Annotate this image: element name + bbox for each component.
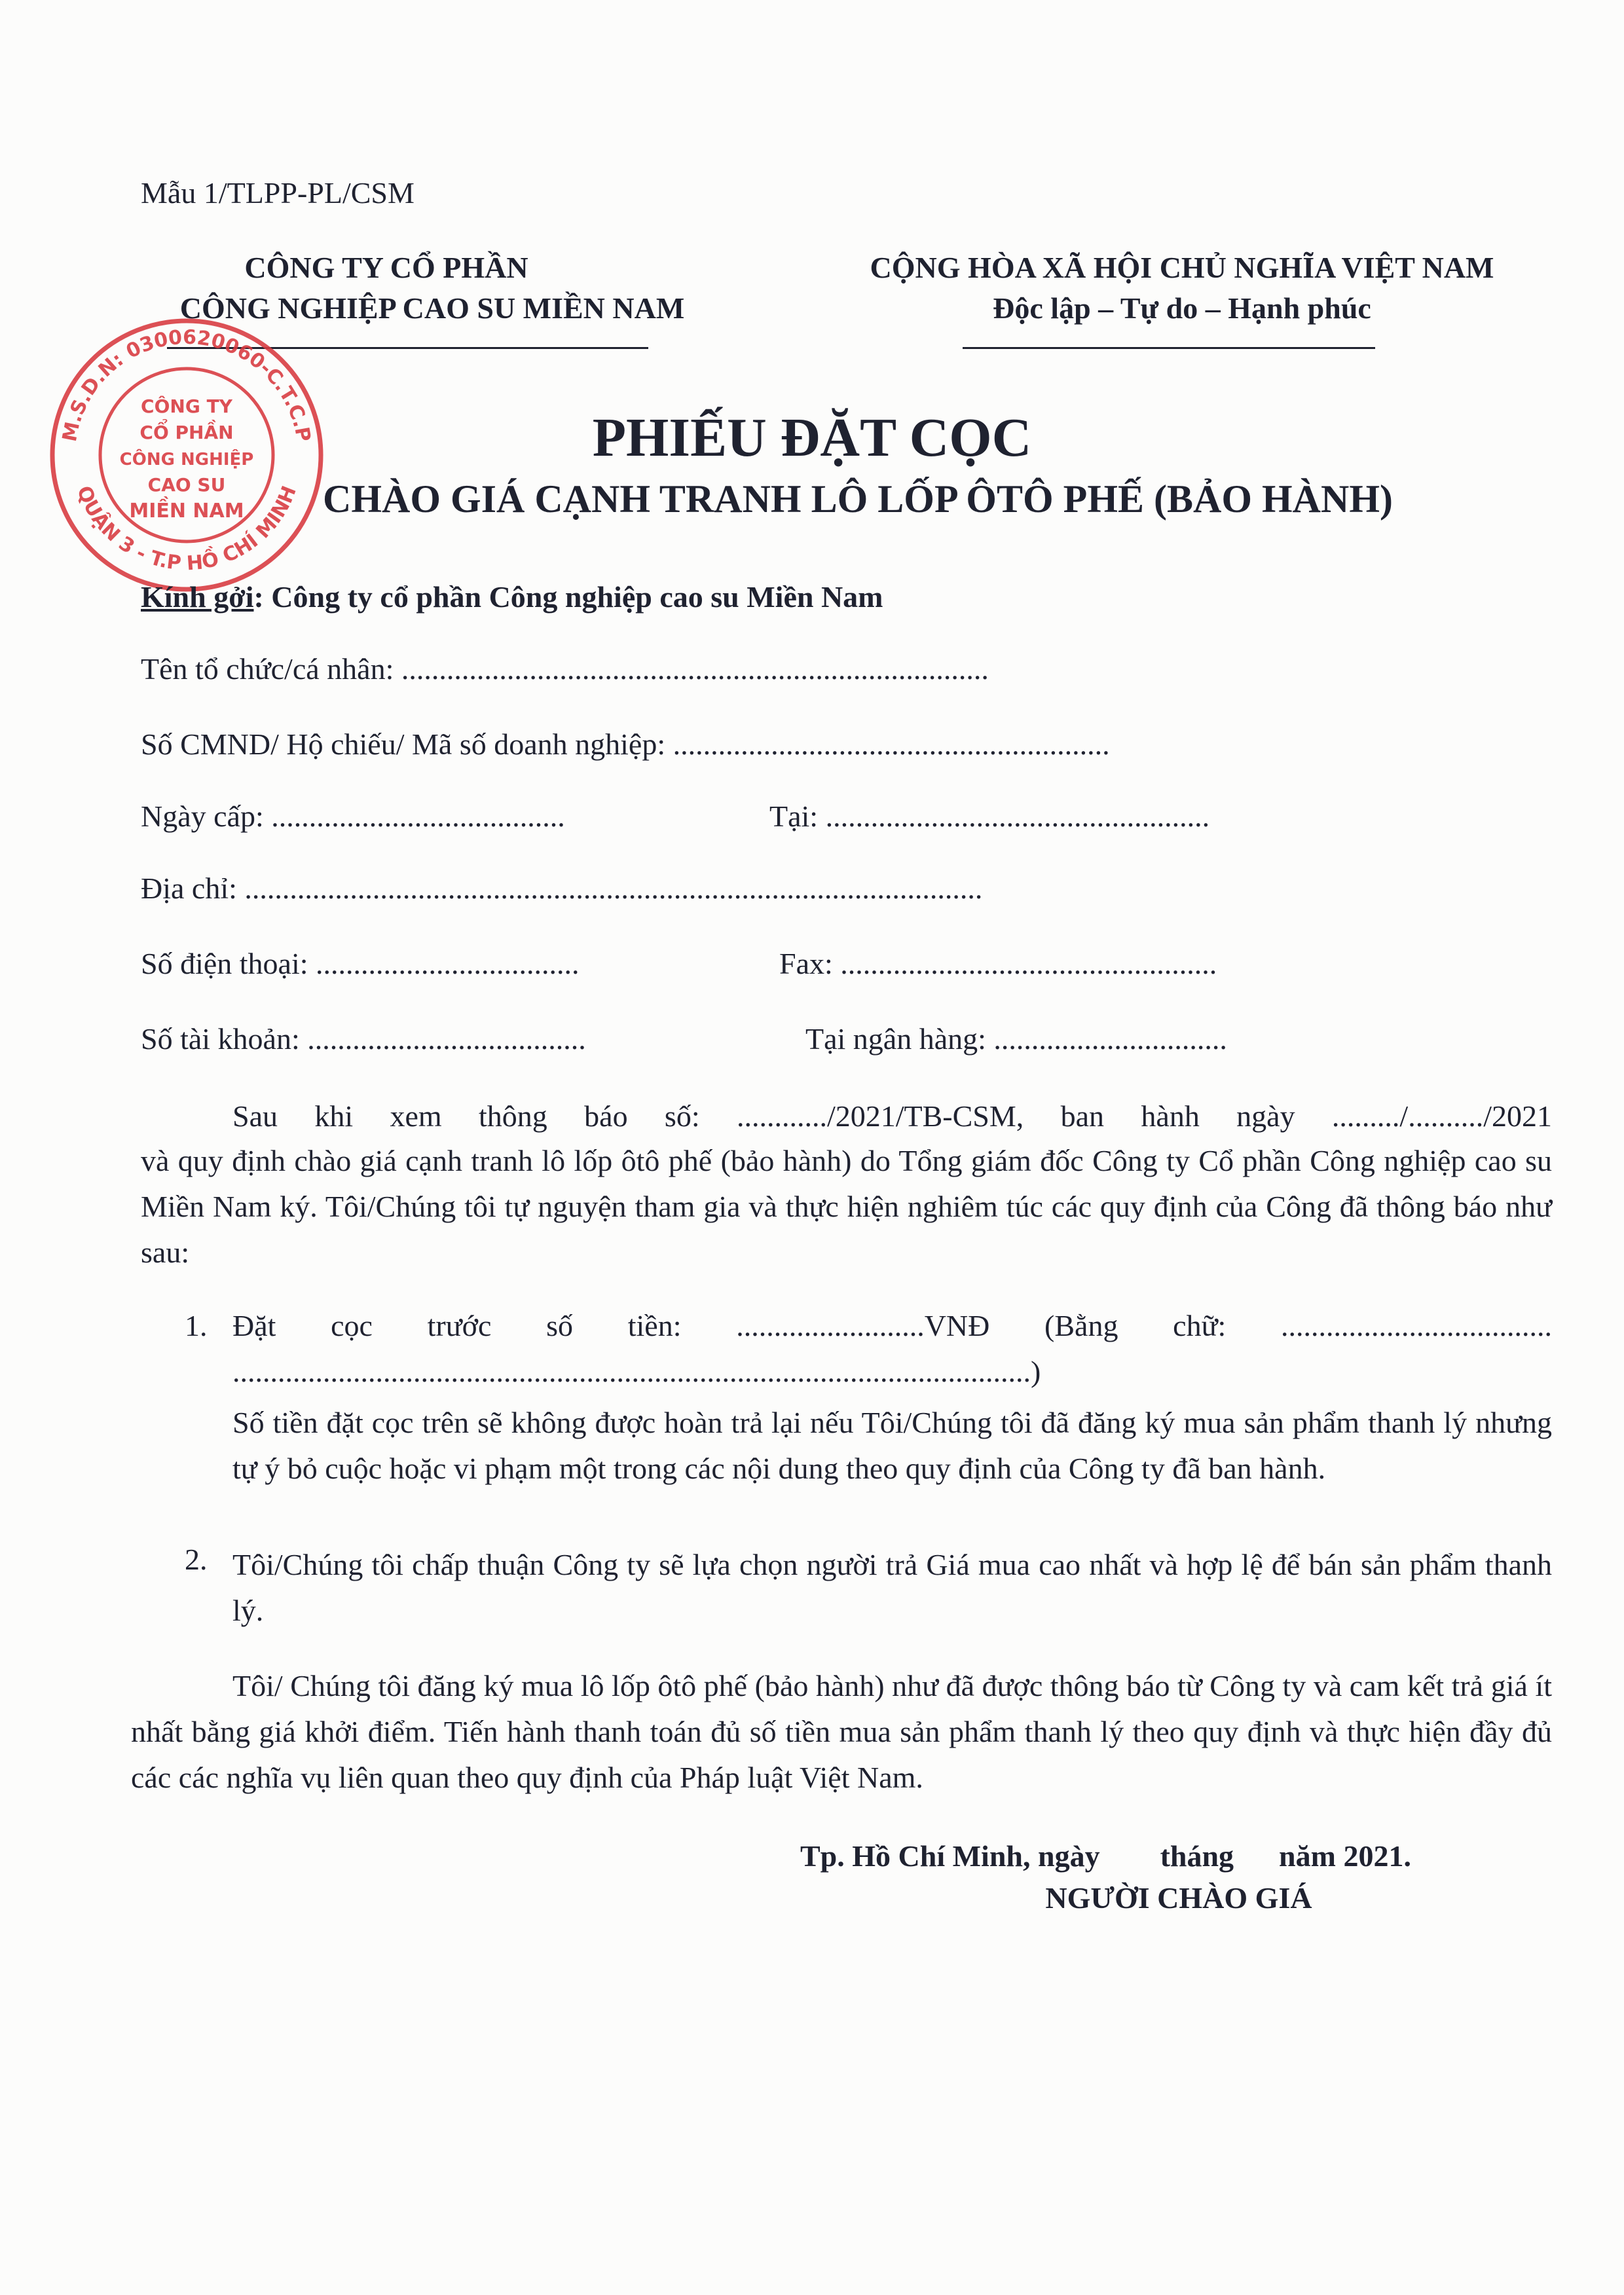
signature-area[interactable]	[917, 1938, 1441, 2108]
signature-role: NGƯỜI CHÀO GIÁ	[1045, 1881, 1312, 1915]
field-issue-place[interactable]: Tại: ...................................................	[769, 799, 1210, 833]
seal-ring-top-text: M.S.D.N: 0300620060-C.T.C.P	[58, 325, 315, 444]
field-id-number[interactable]: Số CMND/ Hộ chiếu/ Mã số doanh nghiệp: ..........................................................	[141, 727, 1110, 761]
nation-name: CỘNG HÒA XÃ HỘI CHỦ NGHĨA VIỆT NAM	[870, 251, 1494, 284]
item-1-amount-in-words[interactable]: ..........................................................................................................)	[232, 1355, 1041, 1388]
field-name[interactable]: Tên tổ chức/cá nhân: ..............................................................................	[141, 652, 989, 686]
item-2-number: 2.	[185, 1543, 208, 1576]
company-name-line1: CÔNG TY CỔ PHẦN	[244, 251, 528, 284]
closing-paragraph: Tôi/ Chúng tôi đăng ký mua lô lốp ôtô phế (bảo hành) như đã được thông báo từ Công ty và cam kết trả giá ít nhất bằng giá khởi điểm. Tiến hành thanh toán đủ số tiền mua sản phẩm thanh lý theo quy định và thực hiện đầy đủ các các nghĩa vụ liên quan theo quy định của Pháp luật Việt Nam.	[131, 1669, 1552, 1794]
field-fax[interactable]: Fax: ..................................................	[779, 947, 1217, 980]
seal-line-1: CÔNG TY	[141, 395, 232, 417]
field-bank[interactable]: Tại ngân hàng: ...............................	[805, 1022, 1227, 1056]
recipient-value: : Công ty cổ phần Công nghiệp cao su Miền Nam	[253, 580, 883, 614]
nation-underline	[963, 347, 1375, 349]
seal-ring-bottom-text: QUẬN 3 - T.P HỒ CHÍ MINH	[72, 483, 301, 576]
document-subtitle: CHÀO GIÁ CẠNH TRANH LÔ LỐP ÔTÔ PHẾ (BẢO HÀNH)	[322, 477, 1393, 521]
seal-line-2: CỔ PHẦN	[139, 422, 234, 443]
field-account-number[interactable]: Số tài khoản: .....................................	[141, 1022, 586, 1056]
item-1-deposit-amount[interactable]: Đặt cọc trước số tiền: .........................VNĐ (Bằng chữ: ....................................	[232, 1309, 1552, 1342]
nation-motto: Độc lập – Tự do – Hạnh phúc	[993, 291, 1371, 325]
seal-line-5: MIỀN NAM	[129, 500, 244, 523]
form-code: Mẫu 1/TLPP-PL/CSM	[141, 176, 415, 210]
company-name-line2: CÔNG NGHIỆP CAO SU MIỀN NAM	[179, 291, 685, 325]
item-2-text: Tôi/Chúng tôi chấp thuận Công ty sẽ lựa chọn người trả Giá mua cao nhất và hợp lệ để bán sản phẩm thanh lý.	[232, 1548, 1552, 1627]
item-1-number: 1.	[185, 1309, 208, 1342]
seal-line-3: CÔNG NGHIỆP	[119, 450, 254, 469]
field-address[interactable]: Địa chỉ: ..................................................................................................	[141, 872, 983, 905]
seal-line-4: CAO SU	[147, 474, 226, 496]
intro-paragraph: và quy định chào giá cạnh tranh lô lốp ôtô phế (bảo hành) do Tổng giám đốc Công ty Cổ phần Công nghiệp cao su Miền Nam ký. Tôi/Chúng tôi tự nguyện tham gia và thực hiện nghiêm túc các quy định của Công đã thông báo như sau:	[141, 1144, 1552, 1269]
recipient-label: Kính gởi	[141, 580, 254, 614]
recipient-line	[141, 579, 883, 614]
field-phone[interactable]: Số điện thoại: ...................................	[141, 947, 580, 980]
intro-first-line: Sau khi xem thông báo số: ............/2021/TB-CSM, ban hành ngày ........./........../2021	[232, 1099, 1552, 1133]
item-1-note: Số tiền đặt cọc trên sẽ không được hoàn trả lại nếu Tôi/Chúng tôi đã đăng ký mua sản phẩm thanh lý nhưng tự ý bỏ cuộc hoặc vi phạm một trong các nội dung theo quy định của Công ty đã ban hành.	[232, 1406, 1552, 1485]
signature-date-line: Tp. Hồ Chí Minh, ngày tháng năm 2021.	[800, 1839, 1411, 1873]
document-title: PHIẾU ĐẶT CỌC	[592, 407, 1032, 468]
field-issue-date[interactable]: Ngày cấp: .......................................	[141, 799, 565, 833]
